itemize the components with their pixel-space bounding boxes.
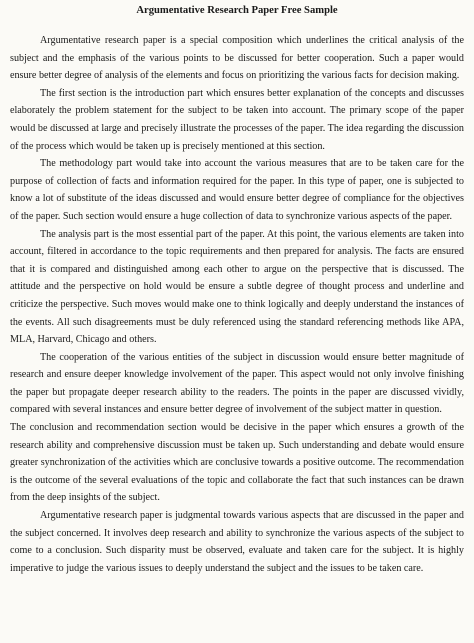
paragraph-introduction: Argumentative research paper is a special composition which underlines the critical analysis of the subject and the emphasis of the various points to be discussed for better cooperation. Such a paper would ensure better degree of analysis of the elements and focus on prioritizing the various facts for decision making. <box>10 35 464 82</box>
paragraph-methodology: The methodology part would take into account the various measures that are to be taken care for the purpose of collection of facts and information required for the paper. In this type of paper, one is subjected to know a lot of substitute of the ideas discussed and would ensure better degree of compliance for the objectives of the paper. Such section would ensure a huge collection of data to synchronize various aspects of the paper. <box>10 158 464 222</box>
document-title: Argumentative Research Paper Free Sample <box>136 5 338 16</box>
paragraph-judgmental: Argumentative research paper is judgmental towards various aspects that are discussed in the paper and the subject concerned. It involves deep research and ability to synchronize the various aspects of the subject to come to a conclusion. Such disparity must be observed, evaluate and taken care for the subject. It is highly imperative to judge the various issues to deeply understand the subject and the issues to be taken care. <box>10 510 464 574</box>
paragraph-analysis: The analysis part is the most essential part of the paper. At this point, the various elements are taken into account, filtered in accordance to the topic requirements and then prepared for analysis. The facts are ensured that it is compared and distinguished among each other to argue on the perspective that is discussed. The attitude and the perspective on hold would be ensure a subtle degree of thought process and underline and criticize the perspective. Such moves would make one to think logically and deeply understand the instances of the events. All such disagreements must be duly referenced using the standard referencing methods like APA, MLA, Harvard, Chicago and others. <box>10 228 464 346</box>
paragraph-conclusion: The conclusion and recommendation section would be decisive in the paper which ensures a growth of the research ability and comprehensive discussion must be taken up. Such understanding and debate would ensure greater synchronization of the activities which are conclusive towards a positive outcome. The recommendation is the outcome of the several evaluations of the topic and collaborate the fact that such instances can be drawn from the deep insights of the subject. <box>10 422 464 504</box>
paragraph-cooperation: The cooperation of the various entities of the subject in discussion would ensure better magnitude of research and ensure deeper knowledge involvement of the paper. This aspect would not only involve finishing the paper but propagate deeper research ability to the readers. The points in the paper are discussed vividly, compared with several instances and ensure better degree of involvement of the subject matter in question. <box>10 351 464 416</box>
paragraph-first-section: The first section is the introduction part which ensures better explanation of the concepts and discusses elaborately the problem statement for the subject to be taken into account. The primary scope of the paper would be discussed at large and precisely illustrate the processes of the paper. The idea regarding the discussion of the process which would be taken up is precisely mentioned at this section. <box>10 87 464 152</box>
